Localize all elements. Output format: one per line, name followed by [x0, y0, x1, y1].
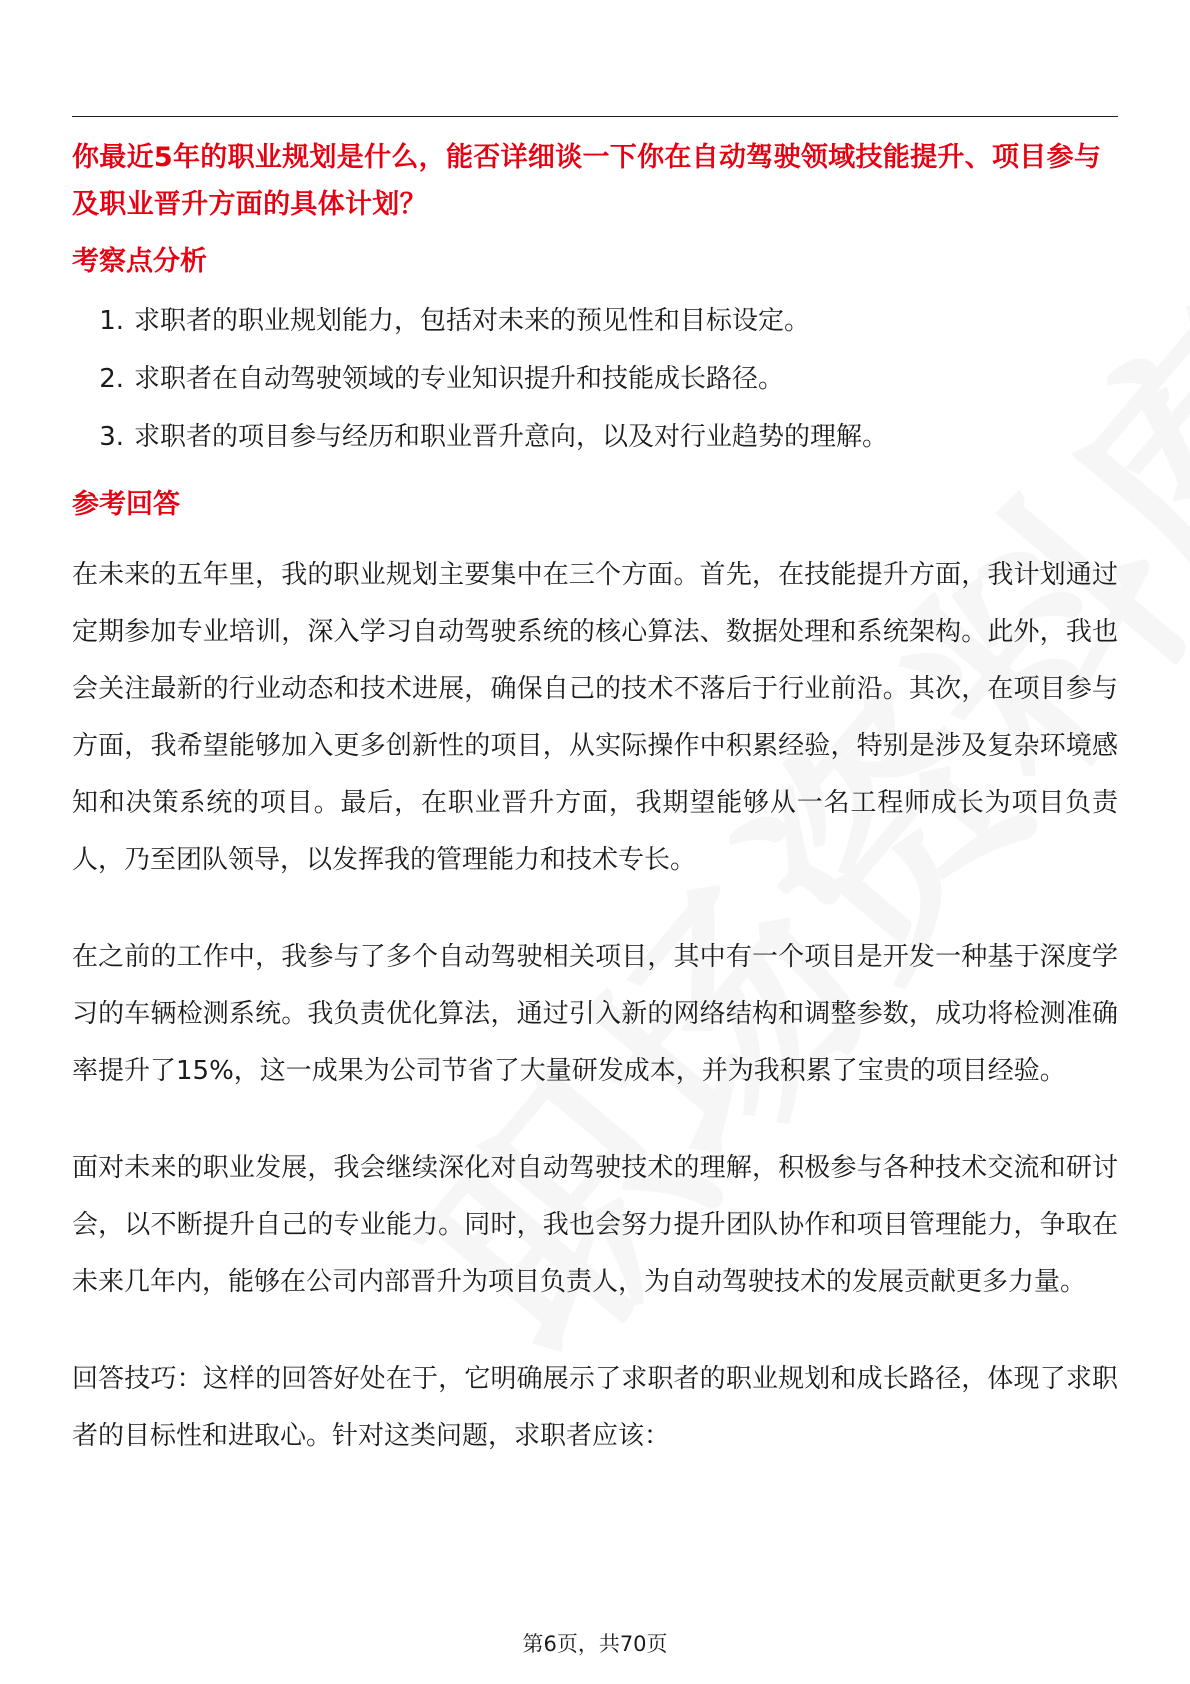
- point-number: 2.: [99, 364, 124, 394]
- answer-paragraph: 在之前的工作中，我参与了多个自动驾驶相关项目，其中有一个项目是开发一种基于深度学习的车辆检测系统。我负责优化算法，通过引入新的网络结构和调整参数，成功将检测准确率提升了15%，这一成果为公司节省了大量研发成本，并为我积累了宝贵的项目经验。: [72, 942, 1118, 1086]
- page-content: [72, 134, 1118, 1465]
- answer-tip: 回答技巧：这样的回答好处在于，它明确展示了求职者的职业规划和成长路径，体现了求职者的目标性和进取心。针对这类问题，求职者应该：: [72, 1364, 1118, 1451]
- analysis-point: [72, 302, 1118, 341]
- analysis-heading: 考察点分析: [72, 246, 207, 277]
- answer-heading: 参考回答: [72, 489, 180, 520]
- point-text: 求职者的职业规划能力，包括对未来的预见性和目标设定。: [134, 306, 811, 336]
- header-rule: [72, 116, 1118, 117]
- analysis-point: [72, 360, 1118, 399]
- point-number: 3.: [99, 422, 124, 452]
- answer-paragraph: 在未来的五年里，我的职业规划主要集中在三个方面。首先，在技能提升方面，我计划通过定期参加专业培训，深入学习自动驾驶系统的核心算法、数据处理和系统架构。此外，我也会关注最新的行业动态和技术进展，确保自己的技术不落后于行业前沿。其次，在项目参与方面，我希望能够加入更多创新性的项目，从实际操作中积累经验，特别是涉及复杂环境感知和决策系统的项目。最后，在职业晋升方面，我期望能够从一名工程师成长为项目负责人，乃至团队领导，以发挥我的管理能力和技术专长。: [72, 560, 1118, 875]
- point-number: 1.: [99, 306, 124, 336]
- answer-paragraph: 面对未来的职业发展，我会继续深化对自动驾驶技术的理解，积极参与各种技术交流和研讨会，以不断提升自己的专业能力。同时，我也会努力提升团队协作和项目管理能力，争取在未来几年内，能够在公司内部晋升为项目负责人，为自动驾驶技术的发展贡献更多力量。: [72, 1153, 1118, 1297]
- point-text: 求职者在自动驾驶领域的专业知识提升和技能成长路径。: [134, 364, 785, 394]
- question-title: 你最近5年的职业规划是什么，能否详细谈一下你在自动驾驶领域技能提升、项目参与及职业晋升方面的具体计划？: [72, 142, 1102, 220]
- point-text: 求职者的项目参与经历和职业晋升意向，以及对行业趋势的理解。: [134, 422, 889, 452]
- analysis-point: [72, 418, 1118, 457]
- analysis-points: [72, 302, 1118, 457]
- page-footer: 第6页，共70页: [522, 1632, 668, 1656]
